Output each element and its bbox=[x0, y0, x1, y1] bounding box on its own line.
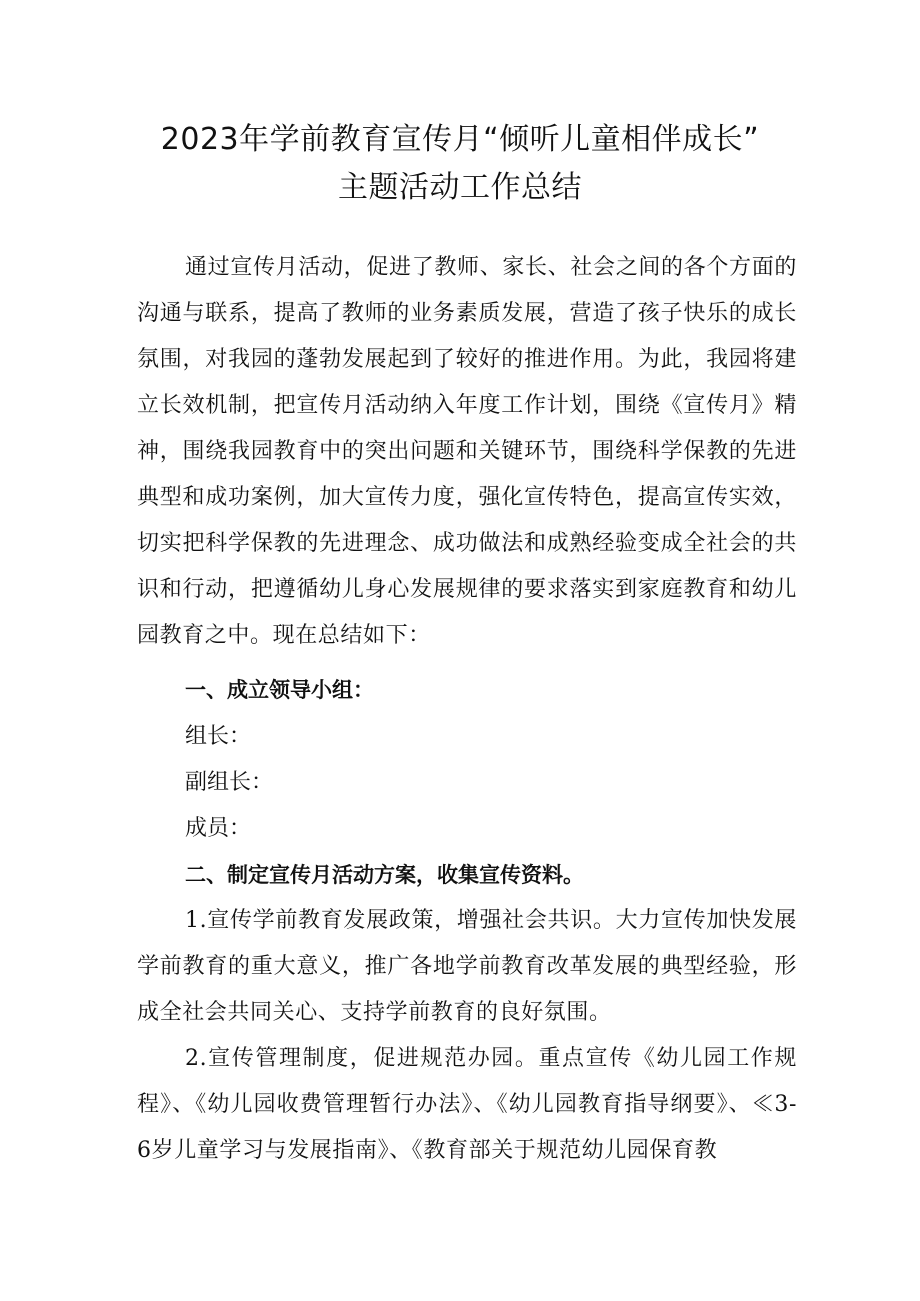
section1-heading: 一、成立领导小组： bbox=[185, 678, 374, 702]
intro-paragraph: 通过宣传月活动，促进了教师、家长、社会之间的各个方面的沟通与联系，提高了教师的业务素质发展，营造了孩子快乐的成长氛围，对我园的蓬勃发展起到了较好的推进作用。为此，我园将建立长效机制，把宣传月活动纳入年度工作计划，围绕《宣传月》精神，围绕我园教育中的突出问题和关键环节，围绕科学保教的先进典型和成功案例，加大宣传力度，强化宣传特色，提高宣传实效，切实把科学保教的先进理念、成功做法和成熟经验变成全社会的共识和行动，把遵循幼儿身心发展规律的要求落实到家庭教育和幼儿园教育之中。现在总结如下： bbox=[137, 255, 797, 648]
section2-item1: 1.宣传学前教育发展政策，增强社会共识。大力宣传加快发展学前教育的重大意义，推广各地学前教育改革发展的典型经验，形成全社会共同关心、支持学前教育的良好氛围。 bbox=[137, 908, 797, 1025]
deputy-leader-label: 副组长： bbox=[185, 770, 274, 795]
document-title-line2: 主题活动工作总结 bbox=[338, 170, 582, 205]
section2-heading: 二、制定宣传月活动方案，收集宣传资料。 bbox=[185, 863, 584, 887]
document-title-line1: 2023年学前教育宣传月“倾听儿童相伴成长” bbox=[160, 122, 760, 157]
members-label: 成员： bbox=[185, 816, 252, 841]
section2-item2: 2.宣传管理制度，促进规范办园。重点宣传《幼儿园工作规程》、《幼儿园收费管理暂行办法》、《幼儿园教育指导纲要》、≪3-6岁儿童学习与发展指南》、《教育部关于规范幼儿园保育教 bbox=[137, 1046, 797, 1163]
leader-label: 组长： bbox=[185, 724, 252, 749]
